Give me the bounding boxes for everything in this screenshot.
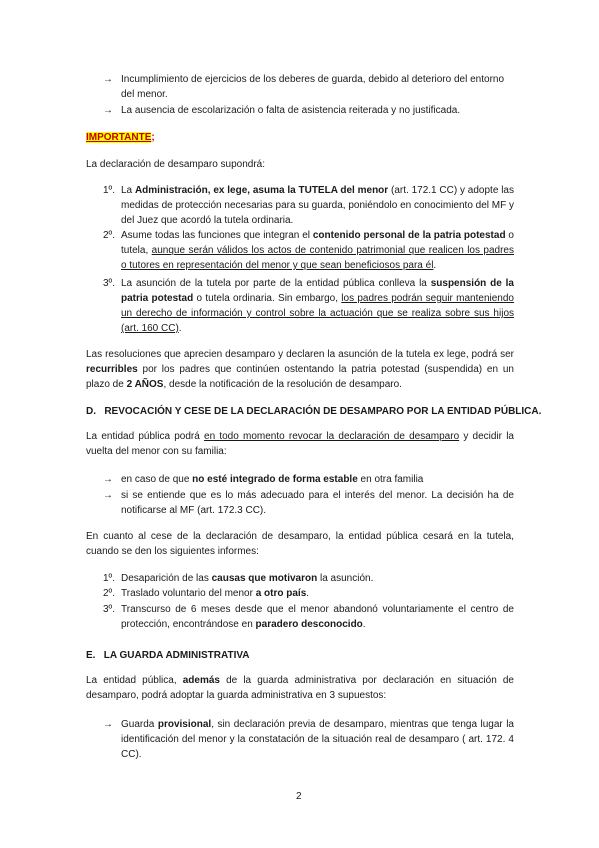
list-item — [121, 103, 516, 118]
text: Traslado voluntario del menor — [121, 588, 256, 599]
list-item — [121, 183, 514, 228]
bullet-text: Incumplimiento de ejercicios de los deberes de guarda, debido al deterioro del entorno — [121, 74, 505, 85]
resoluciones-paragraph — [86, 347, 514, 392]
list-item — [121, 276, 514, 336]
text: La entidad pública podrá — [86, 431, 205, 442]
bold-text: a otro país — [255, 588, 307, 599]
list-number: 3º. — [103, 604, 115, 615]
bold-text: 2 AÑOS — [126, 379, 164, 390]
bullet-text: del menor. — [121, 89, 168, 100]
bold-text: además — [182, 675, 220, 686]
text: . — [362, 619, 366, 630]
text: Transcurso de 6 meses desde que el menor abandonó voluntariamente el centro de protección, encontrándose en — [121, 604, 514, 630]
cese-intro: En cuanto al cese de la declaración de desamparo, la entidad pública cesará en la tutela, cuando se den los siguientes informes: — [86, 531, 514, 557]
list-number: 1º. — [103, 573, 115, 584]
text: La asunción de la tutela por parte de la entidad pública conlleva la — [121, 278, 431, 289]
list-number: 1º. — [103, 185, 115, 196]
arrow-right-icon: → — [103, 490, 113, 501]
arrow-right-icon: → — [103, 719, 113, 730]
text: y decidir la vuelta del menor con su familia: — [86, 431, 514, 457]
text: de la guarda administrativa por declaración en situación de desamparo, podrá adoptar la guarda administrativa en 3 supuestos: — [86, 675, 514, 701]
important-note — [86, 130, 155, 145]
arrow-right-icon: → — [103, 474, 113, 485]
list-number: 3º. — [103, 278, 115, 289]
list-item — [121, 228, 514, 273]
arrow-right-icon: → — [103, 74, 113, 85]
bold-text: causas que motivaron — [211, 573, 318, 584]
list-item — [121, 717, 514, 762]
bold-text: paradero desconocido — [255, 619, 363, 630]
text: , sin declaración previa de desamparo, mientras que tenga lugar la identificación del menor y la constatación de la situación real de desamparo ( art. 172. 4 CC). — [121, 719, 514, 760]
list-number: 2º. — [103, 230, 115, 241]
text: Desaparición de las — [121, 573, 212, 584]
section-d-heading: D. REVOCACIÓN Y CESE DE LA DECLARACIÓN DE DESAMPARO POR LA ENTIDAD PÚBLICA. — [86, 406, 542, 417]
important-suffix: ; — [151, 132, 155, 143]
text: , desde la notificación de la resolución de desamparo. — [163, 379, 402, 390]
bold-text: no esté integrado de forma estable — [192, 474, 358, 485]
text: si se entiende que es lo más adecuado para el interés del menor. La decisión ha de notificarse al MF (art. 172.3 CC). — [121, 490, 514, 516]
list-item — [121, 488, 514, 518]
text: o tutela, — [121, 230, 514, 256]
text: . — [178, 323, 182, 334]
text: Las resoluciones que aprecien desamparo y declaren la asunción de la tutela ex lege, podrá ser — [86, 349, 514, 360]
underlined-text: en todo momento revocar la declaración de desamparo — [204, 431, 460, 442]
page-number: 2 — [296, 791, 302, 802]
text: en otra familia — [357, 474, 424, 485]
text: por los padres que continúen ostentando la patria potestad (suspendida) en un plazo de — [86, 364, 514, 390]
list-item — [121, 72, 516, 102]
text: Asume todas las funciones que integran el — [121, 230, 313, 241]
text: La — [121, 185, 135, 196]
bold-text: provisional — [157, 719, 212, 730]
text: en caso de que — [121, 474, 193, 485]
section-e-paragraph — [86, 673, 514, 703]
text: o tutela ordinaria. Sin embargo, — [193, 293, 342, 304]
list-item — [121, 571, 514, 586]
text: Guarda — [121, 719, 158, 730]
underlined-text: los padres podrán seguir manteniendo un derecho de información y control sobre la actuación que se realiza sobre sus hijos (art. 160 CC) — [121, 293, 514, 334]
declaracion-intro: La declaración de desamparo supondrá: — [86, 159, 266, 170]
list-item — [121, 472, 514, 487]
arrow-right-icon: → — [103, 105, 113, 116]
bold-text: suspensión de la patria potestad — [121, 278, 514, 304]
text: (art. 172.1 CC) y adopte las medidas de protección necesarias para su guarda, poniéndolo en conocimiento del MF y del Juez que acordó la tutela ordinaria. — [121, 185, 515, 226]
list-item — [121, 586, 514, 601]
bullet-text: La ausencia de escolarización o falta de asistencia reiterada y no justificada. — [121, 105, 461, 116]
section-e-heading: E. LA GUARDA ADMINISTRATIVA — [86, 650, 250, 661]
underlined-text: aunque serán válidos los actos de contenido patrimonial que realicen los padres o tutores en representación del menor y que sean beneficiosos para él — [121, 245, 514, 271]
text: . — [433, 260, 437, 271]
bold-text: contenido personal de la patria potestad — [312, 230, 506, 241]
bold-text: recurribles — [86, 364, 138, 375]
important-label: IMPORTANTE — [86, 132, 152, 143]
text: . — [306, 588, 310, 599]
text: La entidad pública, — [86, 675, 183, 686]
text: la asunción. — [317, 573, 374, 584]
section-d-paragraph — [86, 429, 514, 459]
bold-text: Administración, ex lege, asuma la TUTELA del menor — [134, 185, 389, 196]
list-number: 2º. — [103, 588, 115, 599]
list-item — [121, 602, 514, 632]
